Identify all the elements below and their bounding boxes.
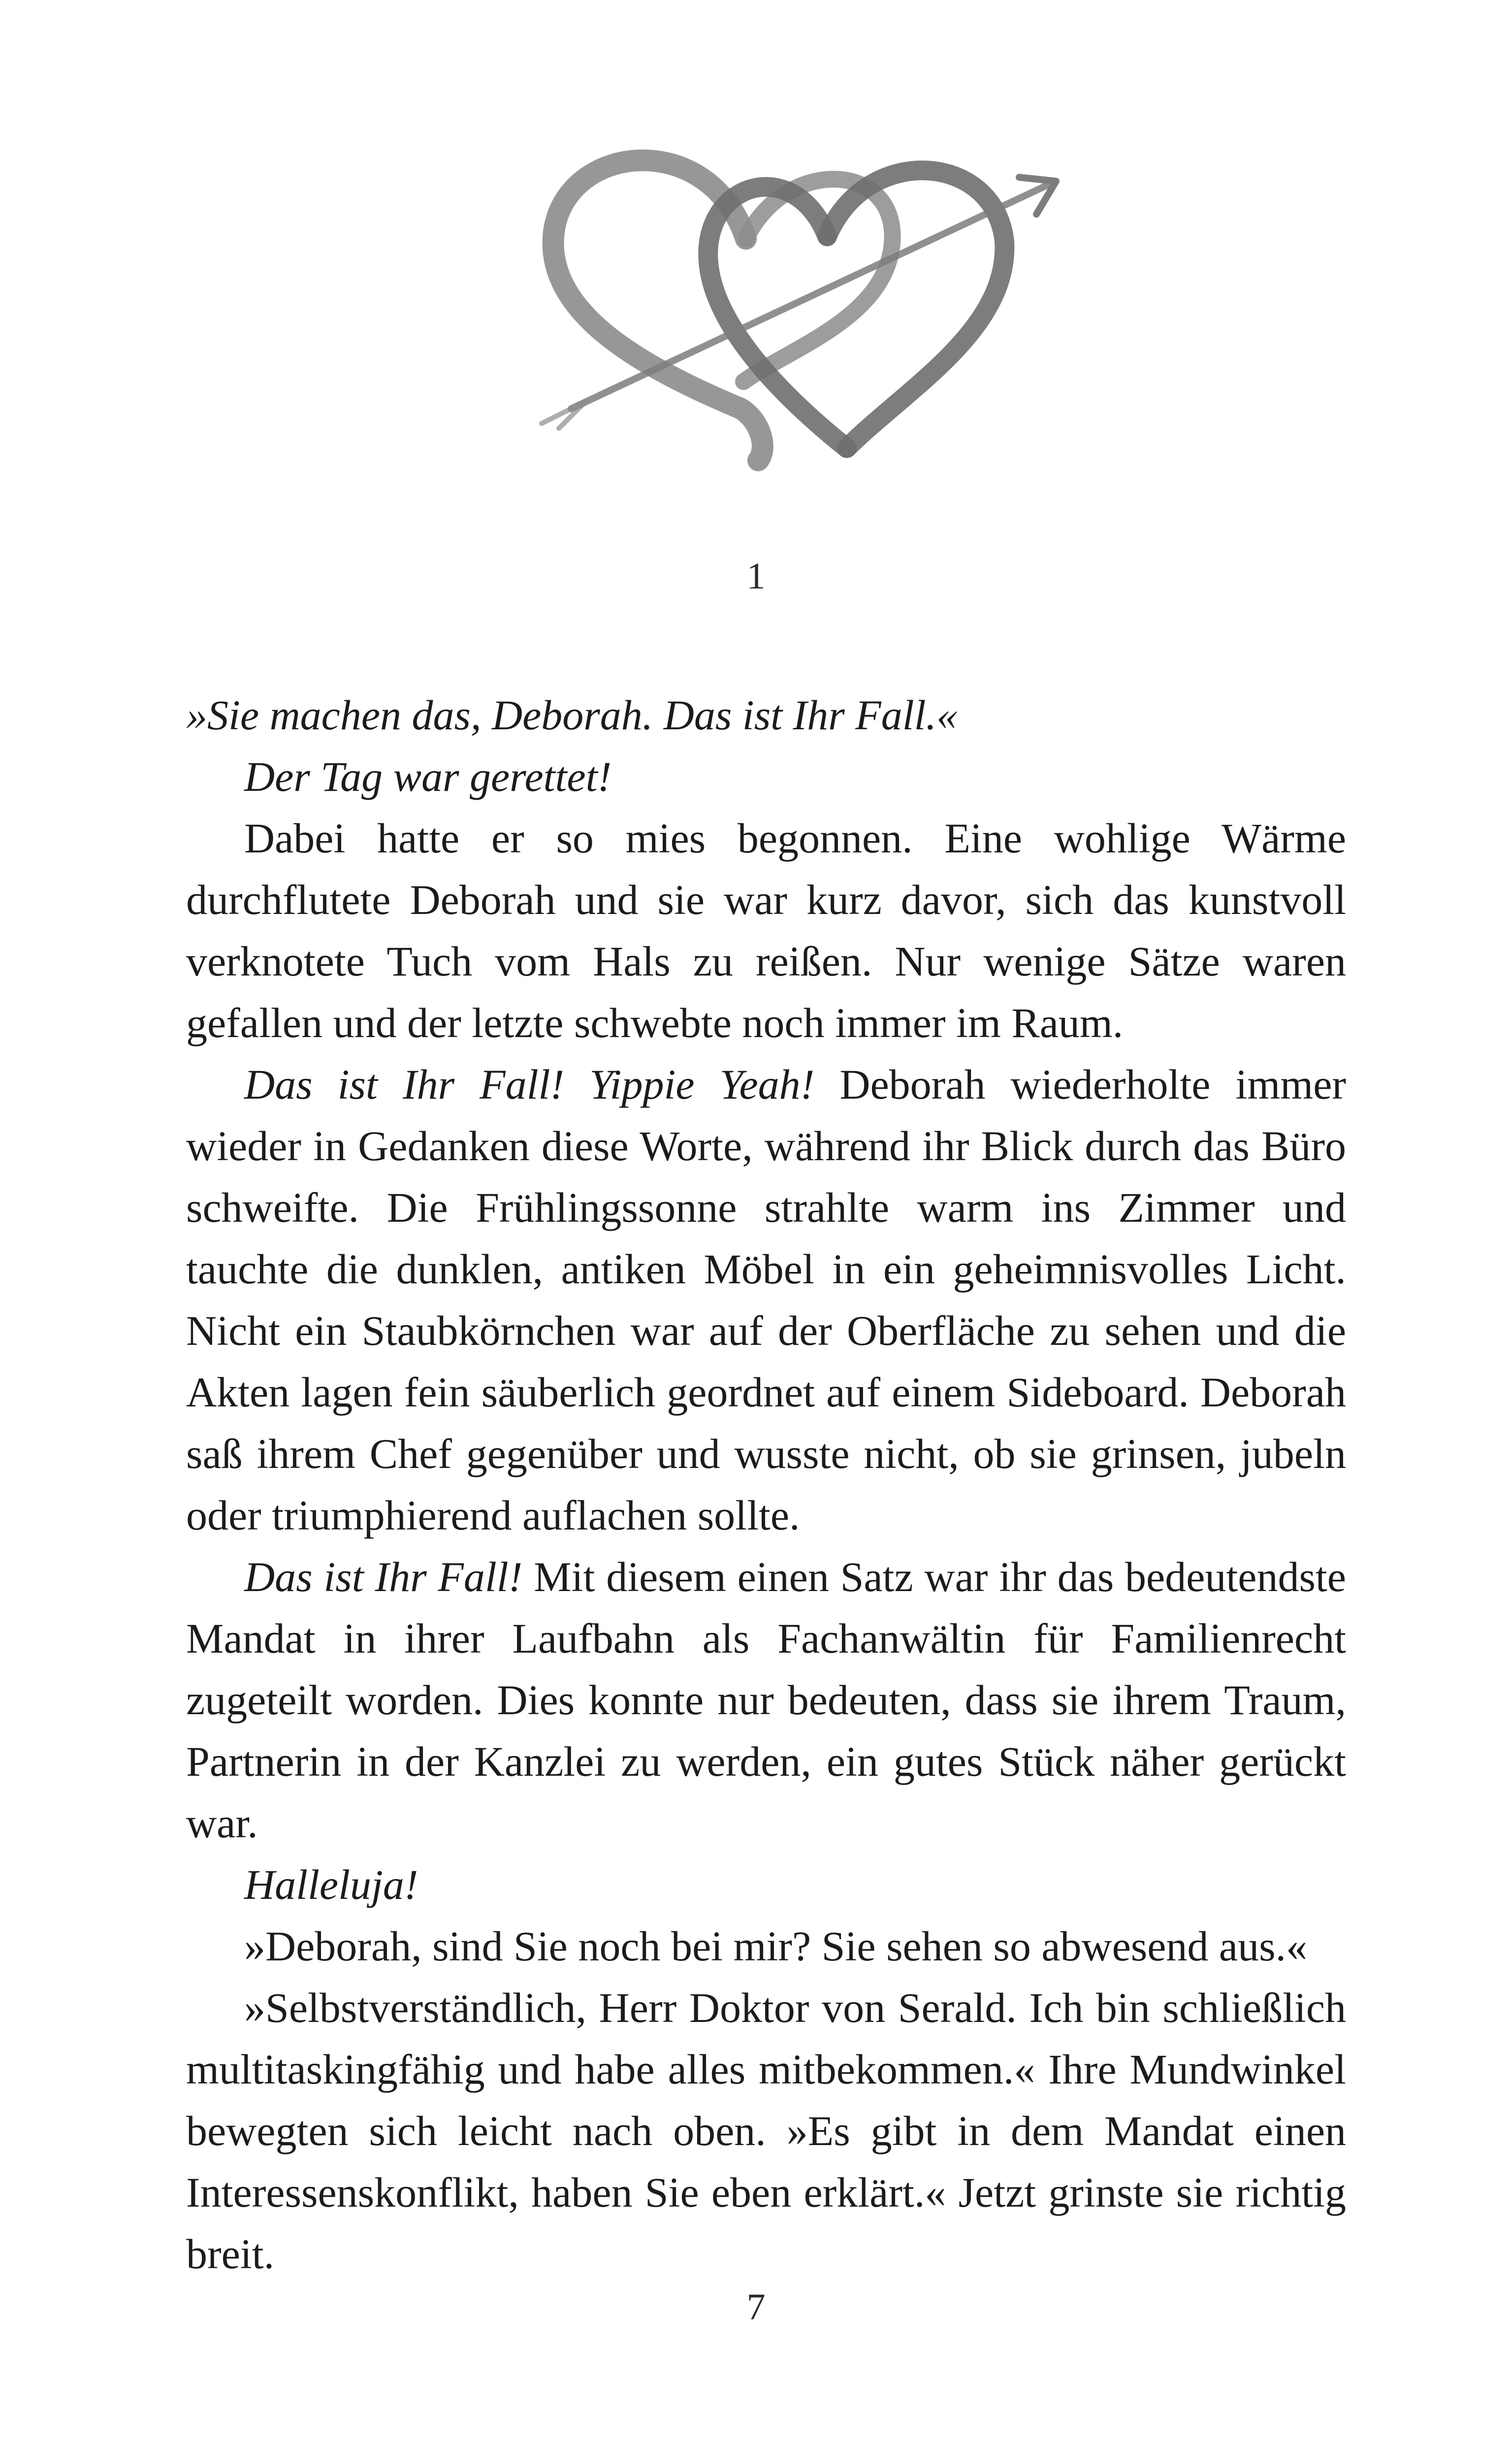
paragraph	[186, 808, 1346, 1054]
inner-thought: Halleluja!	[244, 1861, 418, 1908]
paragraph	[186, 1916, 1346, 1977]
narration: Mit diesem einen Satz war ihr das bedeutendste Mandat in ihrer Laufbahn als Fachanwältin für Familienrecht zugeteilt worden. Dies konnte nur bedeuten, dass sie ihrem Traum, Partnerin in der Kanzlei zu werden, ein gutes Stück näher gerückt war.	[186, 1553, 1346, 1847]
paragraph	[186, 1054, 1346, 1546]
paragraph	[186, 1977, 1346, 2285]
dialogue-line: »Selbstverständlich, Herr Doktor von Serald. Ich bin schließlich multitaskingfähig und habe alles mitbekommen.« Ihre Mundwinkel bewegten sich leicht nach oben. »Es gibt in dem Mandat einen Interessenskonflikt, haben Sie eben erklärt.« Jetzt grinste sie richtig breit.	[186, 1984, 1346, 2278]
inner-thought: Das ist Ihr Fall!	[244, 1553, 523, 1600]
chapter-number: 1	[746, 555, 766, 597]
inner-thought: Das ist Ihr Fall! Yippie Yeah!	[244, 1061, 815, 1108]
dialogue-line: »Deborah, sind Sie noch bei mir? Sie sehen so abwesend aus.«	[244, 1922, 1308, 1970]
paragraph	[186, 746, 1346, 808]
paragraph	[186, 1854, 1346, 1916]
dialogue-line: »Sie machen das, Deborah. Das ist Ihr Fall.«	[186, 691, 958, 739]
inner-thought: Der Tag war gerettet!	[244, 753, 612, 800]
page-number: 7	[746, 2286, 766, 2328]
paragraph	[186, 1546, 1346, 1854]
narration: Dabei hatte er so mies begonnen. Eine wohlige Wärme durchflutete Deborah und sie war kurz davor, sich das kunstvoll verknotete Tuch vom Hals zu reißen. Nur wenige Sätze waren gefallen und der letzte schwebte noch immer im Raum.	[186, 814, 1346, 1046]
paragraph	[186, 684, 1346, 746]
two-hearts-with-arrow-icon	[512, 133, 1063, 488]
chapter-body	[186, 684, 1346, 2285]
narration: Deborah wiederholte immer wieder in Gedanken diese Worte, während ihr Blick durch das Büro schweifte. Die Frühlingssonne strahlte warm ins Zimmer und tauchte die dunklen, antiken Möbel in ein geheimnisvolles Licht. Nicht ein Staubkörnchen war auf der Oberfläche zu sehen und die Akten lagen fein säuberlich geordnet auf einem Sideboard. Deborah saß ihrem Chef gegenüber und wusste nicht, ob sie grinsen, jubeln oder triumphierend auflachen sollte.	[186, 1061, 1347, 1539]
